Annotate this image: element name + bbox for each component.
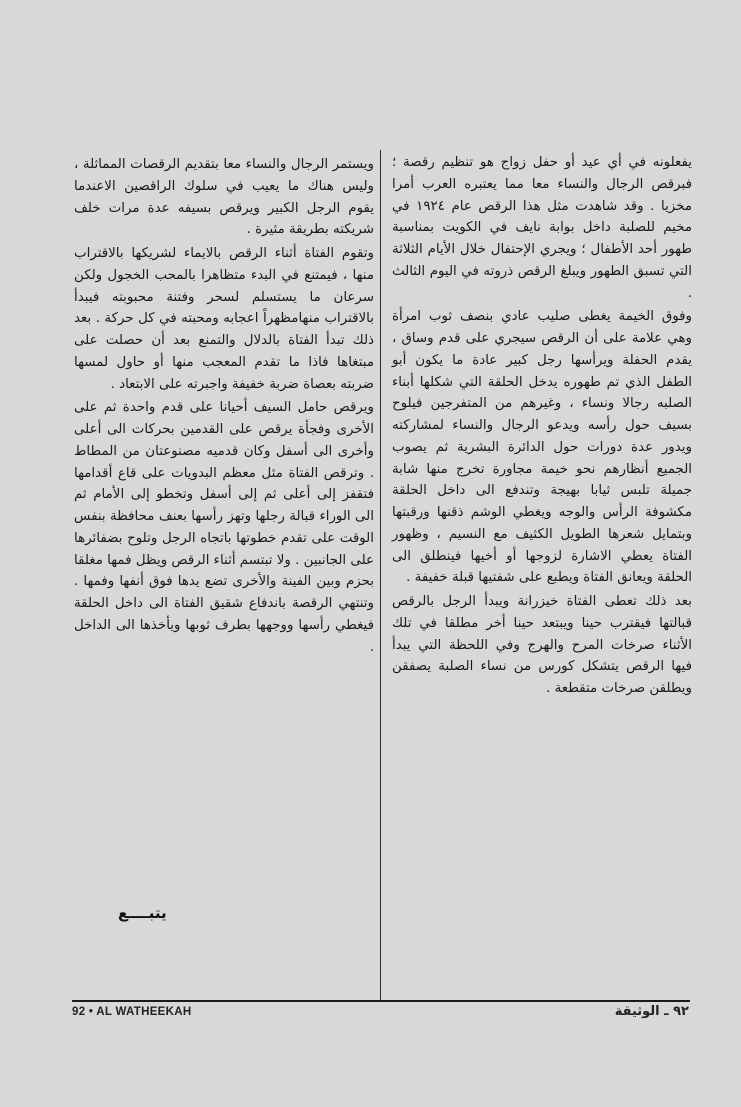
- paragraph: يفعلونه في أي عيد أو حفل زواج هو تنظيم رقصة ؛ فبرقص الرجال والنساء معا مما يعتبره العرب أمرا مخزيا . وقد شاهدت مثل هذا الرقص عام ١٩٢٤ في مخيم للصلبة داخل بوابة نايف في الكويت بمناسبة طهور أحد الأطفال ؛ ويجري الإحتفال خلال الأيام الثلاثة التي تسبق الطهور ويبلغ الرقص ذروته في اليوم الثالث .: [392, 155, 693, 301]
- paragraph: وفوق الخيمة يغطى صليب عادي بنصف ثوب امرأة وهي علامة على أن الرقص سيجري على قدم وساق ، يقدم الحفلة ويرأسها رجل كبير عادة ما يكون أبو الطفل الذي تم طهوره يدخل الحلقة التي شكلها أبناء الصلبه رجالا ونساء ، وغيرهم من المتفرجين فيلوح بسيف حول رأسه ويدعو الرجال والنساء لمشاركته ويدور عدة دورات حول الدائرة البشرية ثم يصوب الجميع أنظارهم نحو خيمة مجاورة تخرج منها شابة جميلة تلبس ثيابا بهيجة وتندفع الى داخل الحلقة مكشوفة الرأس والوجه ويغطي الوشم ذقنها ورقبتها وبتمايل شعرها الطويل الكثيف مع النسيم ، وظهور الفتاة يعطي الاشارة لزوجها أو أخيها فينطلق الى الحلقة ويعانق الفتاة ويطبع على شفتيها قبلة خفيفة .: [392, 309, 692, 586]
- paragraph: وتقوم الفتاة أثناء الرقص بالايماء لشريكها بالاقتراب منها ، فيمتنع في البدء متظاهرا بالمحب الخجول ولكن سرعان ما يستسلم لسحر وفتنة محبوبته فيبدأ بالاقتراب منهامظهراً اعجابه ومحبته في كل حركة . بعد ذلك تبدأ الفتاة بالدلال والتمنع بعد أن حصلت على مبتغاها فاذا ما تقدم المعجب منها أو حاول لمسها ضربته بعصاة ضربة خفيفة واجبرته على الابتعاد .: [74, 246, 374, 392]
- folio-english: 92 • AL WATHEEKAH: [72, 1006, 192, 1018]
- paragraph: ويرقص حامل السيف أحيانا على قدم واحدة ثم على الأخرى وفجأة يرقص على القدمين بحركات الى أعلى وأخرى الى أسفل وكان قدميه مصنوعتان من المطاط . وترقص الفتاة مثل معظم البدويات على قاع أقدامها فتقفز إلى أعلى ثم إلى أسفل وتخطو إلى الأمام ثم الى الوراء قبالة رجلها وتهز رأسها بعنف محافظة بنفس الوقت على تقدم خطوتها باتجاه الرجل وتلوح بضفائرها على الجانبين . ولا تبتسم أثناء الرقص ويظل فمها مغلقا بحزم وبين الفينة والأخرى تضع يدها فوق أنفها وفمها . وتنتهي الرقصة باندفاع شقيق الفتاة الى داخل الحلقة فيغطي رأسها ووجهها بطرف ثوبها ويأخذها الى الداخل .: [74, 400, 374, 655]
- left-column: [74, 154, 374, 658]
- column-divider: [380, 150, 381, 1000]
- paragraph: بعد ذلك تعطى الفتاة خيزرانة ويبدأ الرجل بالرقص قبالتها فيقترب حينا ويبتعد حينا أخر مطلقا في تلك الأثناء صرخات المرح والهرج وفي اللحظة التي يبدأ فيها الرقص يتشكل كورس من نساء الصلبة يصفقن ويطلقن صرخات متقطعة .: [392, 594, 692, 696]
- continued-label: يتبــــع: [118, 904, 167, 922]
- folio-arabic: ٩٢ ـ الوثيقة: [614, 1004, 689, 1019]
- paragraph: ويستمر الرجال والنساء معا بتقديم الرقصات المماثلة ، وليس هناك ما يعيب في سلوك الراقصين الاعندما يقوم الرجل الكبير ويرقص بسيفه عدة مرات خلف شريكته بطريقة مثيرة .: [74, 157, 374, 238]
- article-body: [72, 148, 692, 1000]
- footer-rule: [72, 1000, 690, 1002]
- right-column: [392, 152, 692, 700]
